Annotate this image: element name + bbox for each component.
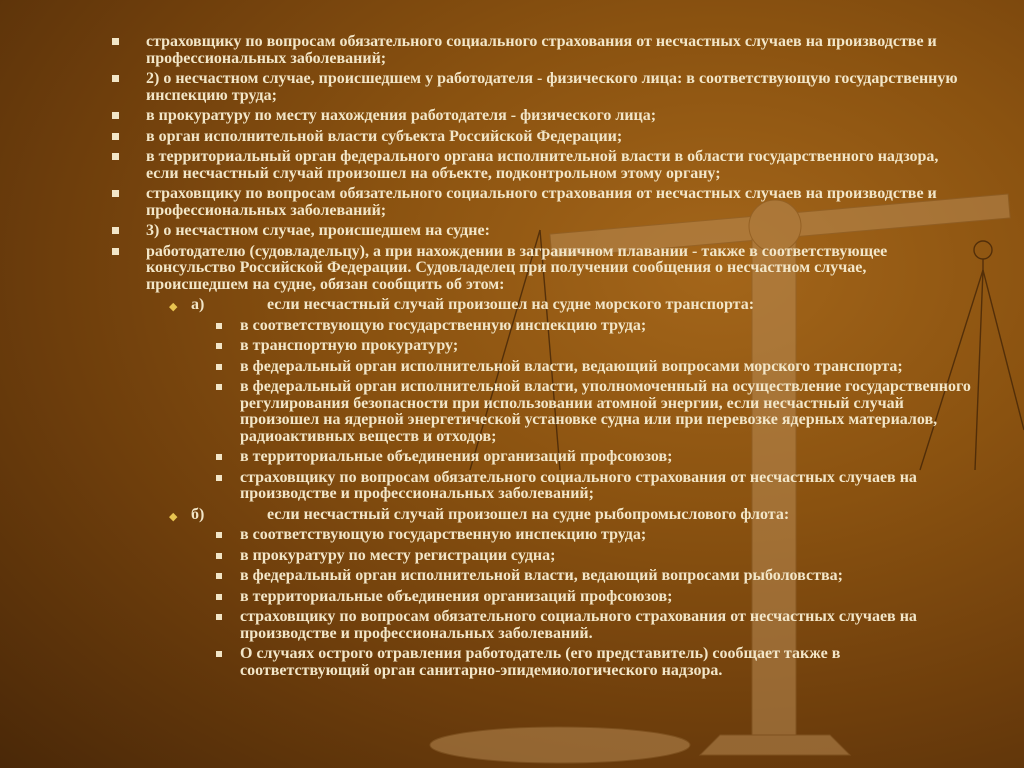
list-item [216,646,972,679]
bullet-icon [112,190,119,197]
list-item [216,359,972,376]
item-text: работодателю (судовладельцу), а при нахождении в заграничном плавании - также в соответствующее консульство Российской Федерации. Судовладелец при получении сообщения о несчастном случае, происшедшем на судне, обязан сообщить об этом: [146,242,888,293]
item-text: в федеральный орган исполнительной власти, ведающий вопросами морского транспорта; [240,357,903,375]
item-text: в орган исполнительной власти субъекта Российской Федерации; [146,127,623,145]
list-item [112,34,972,67]
bullet-icon [112,133,119,140]
bullet-icon [216,323,222,329]
list-item [216,338,972,355]
bullet-icon [216,364,222,370]
list-item [112,129,972,146]
bullet-icon [216,475,222,481]
bullet-icon [216,553,222,559]
list-item [112,244,972,294]
item-text: в соответствующую государственную инспекцию труда; [240,316,647,334]
list-item [216,470,972,503]
sub-bullet-icon: ◆ [169,510,178,523]
list-item [216,527,972,544]
item-text: страховщику по вопросам обязательного социального страхования от несчастных случаев на производстве и профессиональных заболеваний. [240,608,917,642]
list-item [112,71,972,104]
item-text: страховщику по вопросам обязательного социального страхования от несчастных случаев на производстве и профессиональных заболеваний; [146,33,937,67]
list-item [112,186,972,219]
list-item [112,223,972,240]
list-item [216,318,972,335]
bullet-icon [112,38,119,45]
bullet-icon [112,75,119,82]
item-text: в федеральный орган исполнительной власти, уполномоченный на осуществление государственного регулирования безопасности при использовании атомной энергии, если несчастный случай произошел на ядерной энергетической установке судна или при перевозке ядерных материалов, радиоактивных веществ и отходов; [240,378,971,445]
section-b-marker: б) [191,505,205,523]
item-text: в территориальные объединения организаций профсоюзов; [240,448,673,465]
document-body [112,34,972,683]
bullet-icon [216,651,222,657]
bullet-icon [112,227,119,234]
list-item [216,609,972,642]
bullet-icon [112,248,119,255]
item-text: в соответствующую государственную инспекцию труда; [240,526,647,543]
bullet-icon [216,594,222,600]
list-item [216,568,972,585]
bullet-icon [216,384,222,390]
item-text: 2) о несчастном случае, происшедшем у работодателя - физического лица: в соответствующую государственную инспекцию труда; [146,70,958,104]
section-a-title: если несчастный случай произошел на судне морского транспорта: [267,296,755,313]
list-item [112,149,972,182]
list-item [216,548,972,565]
section-b-title: если несчастный случай произошел на судне рыбопромыслового флота: [267,505,790,523]
item-text: в территориальные объединения организаций профсоюзов; [240,587,673,605]
item-text: в прокуратуру по месту нахождения работодателя - физического лица; [146,107,657,124]
item-text: страховщику по вопросам обязательного социального страхования от несчастных случаев на производстве и профессиональных заболеваний; [146,185,937,219]
bullet-icon [216,454,222,460]
section-a-marker: а) [191,296,205,313]
bullet-icon [216,532,222,538]
bullet-icon [216,343,222,349]
list-item [112,108,972,125]
item-text: в федеральный орган исполнительной власти, ведающий вопросами рыболовства; [240,567,843,584]
item-text: в транспортную прокуратуру; [240,337,459,354]
list-item [216,379,972,445]
list-item [216,449,972,466]
bullet-icon [216,573,222,579]
item-text: 3) о несчастном случае, происшедшем на судне: [146,222,490,239]
bullet-icon [216,614,222,620]
bullet-icon [112,153,119,160]
item-text: О случаях острого отравления работодатель (его представитель) сообщает также в соответствующий орган санитарно-эпидемиологического надзора. [240,645,841,679]
list-item [216,589,972,606]
item-text: в территориальный орган федерального органа исполнительной власти в области государственного надзора, если несчастный случай произошел на объекте, подконтрольном этому органу; [146,148,939,182]
sub-bullet-icon: ◆ [169,301,178,313]
bullet-icon [112,112,119,119]
section-b-heading [169,507,972,524]
section-a-heading [169,297,972,314]
item-text: в прокуратуру по месту регистрации судна; [240,546,556,564]
item-text: страховщику по вопросам обязательного социального страхования от несчастных случаев на производстве и профессиональных заболеваний; [240,468,917,502]
